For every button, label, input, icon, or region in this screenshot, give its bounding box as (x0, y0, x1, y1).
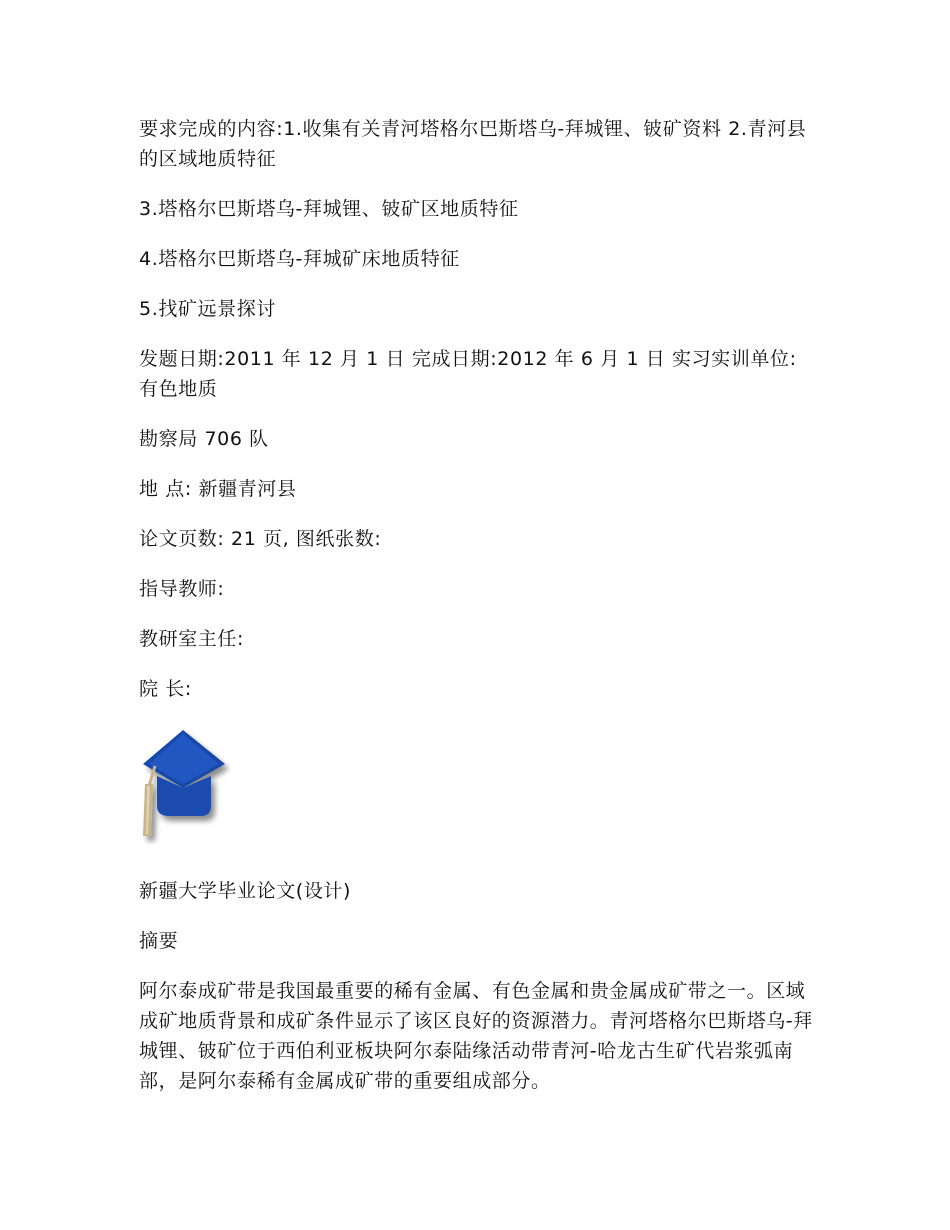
graduation-cap-icon (139, 724, 239, 844)
unit-paragraph: 勘察局 706 队 (139, 428, 269, 450)
dates-paragraph: 发题日期:2011 年 12 月 1 日 完成日期:2012 年 6 月 1 日 实习实训单位: 有色地质 (139, 348, 804, 400)
university-thesis-title: 新疆大学毕业论文(设计) (139, 880, 352, 902)
dean-paragraph: 院 长: (139, 678, 192, 700)
department-head-paragraph: 教研室主任: (139, 628, 245, 650)
abstract-body: 阿尔泰成矿带是我国最重要的稀有金属、有色金属和贵金属成矿带之一。区域成矿地质背景和成矿条件显示了该区良好的资源潜力。青河塔格尔巴斯塔乌-拜城锂、铍矿位于西伯利亚板块阿尔泰陆缘活动带青河-哈龙古生矿代岩浆弧南部，是阿尔泰稀有金属成矿带的重要组成部分。 (139, 980, 813, 1092)
task-item-4: 4.塔格尔巴斯塔乌-拜城矿床地质特征 (139, 248, 460, 270)
graduation-cap-logo (139, 724, 239, 844)
abstract-heading: 摘要 (139, 930, 179, 952)
task-content-paragraph: 要求完成的内容:1.收集有关青河塔格尔巴斯塔乌-拜城锂、铍矿资料 2.青河县的区域地质特征 (139, 118, 807, 170)
location-paragraph: 地 点: 新疆青河县 (139, 478, 297, 500)
advisor-paragraph: 指导教师: (139, 578, 225, 600)
task-item-5: 5.找矿远景探讨 (139, 298, 276, 320)
page-count-paragraph: 论文页数: 21 页, 图纸张数: (139, 528, 382, 550)
document-page (139, 114, 819, 1116)
task-item-3: 3.塔格尔巴斯塔乌-拜城锂、铍矿区地质特征 (139, 198, 519, 220)
